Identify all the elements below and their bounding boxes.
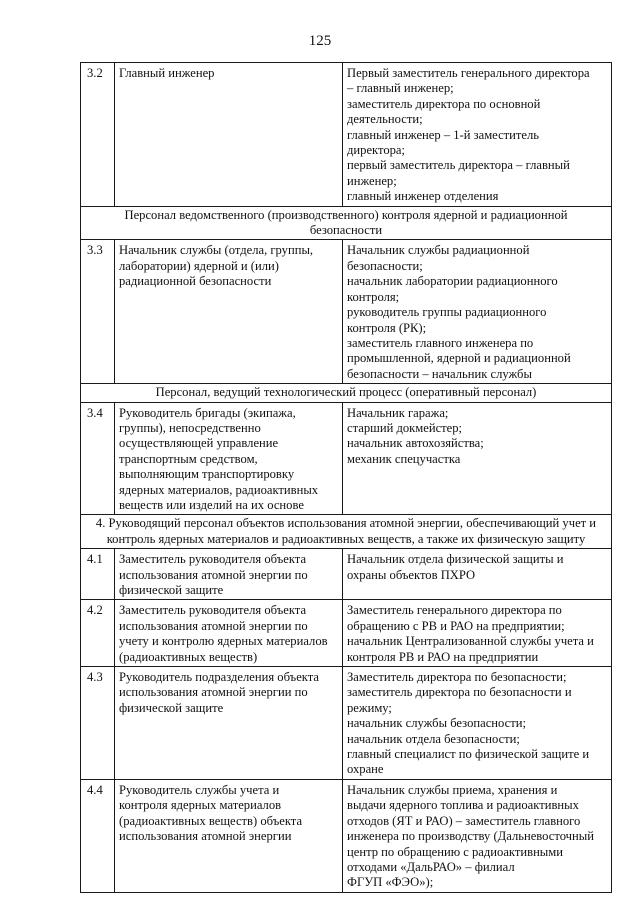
section-header bbox=[81, 384, 612, 402]
section-header-row bbox=[81, 515, 612, 549]
equivalent-position-line: начальник Централизованной службы учета и bbox=[347, 634, 594, 649]
equivalent-position-line: выдачи ядерного топлива и радиоактивных bbox=[347, 798, 579, 813]
section-header-row bbox=[81, 206, 612, 240]
section-header bbox=[81, 515, 612, 549]
position-line: веществ или изделий на их основе bbox=[119, 497, 304, 512]
section-header-line: контроль ядерных материалов и радиоактивных веществ, а также их физическую защиту bbox=[106, 531, 586, 546]
table-row bbox=[81, 549, 612, 600]
equivalent-positions-cell bbox=[343, 402, 612, 515]
position-line: Руководитель службы учета и bbox=[119, 782, 280, 797]
equivalent-position-line: заместитель директора по основной bbox=[347, 96, 541, 111]
equivalent-position-line: начальник лаборатории радиационного bbox=[347, 274, 558, 289]
equivalent-positions-cell bbox=[343, 549, 612, 600]
equivalent-position-line: главный инженер – 1-й заместитель bbox=[347, 127, 540, 142]
position-line: транспортным средством, bbox=[119, 451, 258, 466]
position-line: осуществляющей управление bbox=[119, 436, 279, 451]
equivalent-position-line: инженер; bbox=[347, 173, 397, 188]
table-row bbox=[81, 779, 612, 892]
position-line: группы), непосредственно bbox=[119, 420, 261, 435]
position-cell bbox=[115, 600, 343, 667]
equivalent-positions-cell bbox=[343, 63, 612, 207]
equivalent-position-line: Первый заместитель генерального директора bbox=[347, 66, 590, 80]
item-number: 3.2 bbox=[81, 63, 115, 207]
equivalent-position-line: Заместитель директора по безопасности; bbox=[347, 670, 567, 685]
position-line: физической защите bbox=[119, 700, 224, 715]
position-line: физической защите bbox=[119, 583, 224, 597]
position-line: ядерных материалов, радиоактивных bbox=[119, 482, 319, 497]
table-row bbox=[81, 667, 612, 780]
position-line: выполняющим транспортировку bbox=[119, 467, 295, 482]
position-line: использования атомной энергии bbox=[119, 829, 292, 844]
position-line: Заместитель руководителя объекта bbox=[119, 552, 307, 567]
equivalent-position-line: контроля (РК); bbox=[347, 320, 427, 335]
section-header-line: безопасности bbox=[309, 223, 383, 238]
section-header-row bbox=[81, 384, 612, 402]
position-line: использования атомной энергии по bbox=[119, 685, 308, 700]
equivalent-positions-cell bbox=[343, 240, 612, 384]
item-number: 4.4 bbox=[81, 779, 115, 892]
position-line: Заместитель руководителя объекта bbox=[119, 603, 307, 618]
position-line: контроля ядерных материалов bbox=[119, 798, 282, 813]
equivalent-position-line: охране bbox=[347, 762, 384, 777]
equivalent-position-line: деятельности; bbox=[347, 112, 423, 127]
item-number: 4.2 bbox=[81, 600, 115, 667]
position-cell bbox=[115, 402, 343, 515]
equivalent-position-line: главный инженер отделения bbox=[347, 189, 499, 204]
position-line: использования атомной энергии по bbox=[119, 618, 308, 633]
equivalent-position-line: директора; bbox=[347, 143, 406, 158]
equivalent-position-line: начальник автохозяйства; bbox=[347, 436, 484, 451]
page-number: 125 bbox=[308, 33, 332, 49]
equivalent-position-line: отходов (ЯТ и РАО) – заместитель главного bbox=[347, 813, 581, 828]
equivalent-position-line: механик спецучастка bbox=[347, 451, 461, 466]
equivalent-position-line: инженера по производству (Дальневосточный bbox=[347, 829, 594, 844]
equivalent-position-line: режиму; bbox=[347, 700, 392, 715]
equivalent-position-line: главный специалист по физической защите и bbox=[347, 747, 590, 762]
position-line: Начальник службы (отдела, группы, bbox=[119, 243, 314, 258]
equivalent-position-line: заместитель директора по безопасности и bbox=[347, 685, 572, 700]
equivalent-position-line: Начальник гаража; bbox=[347, 405, 449, 420]
equivalent-position-line: первый заместитель директора – главный bbox=[347, 158, 570, 173]
table-row bbox=[81, 63, 612, 207]
equivalent-position-line: обращению с РВ и РАО на предприятии; bbox=[347, 618, 565, 633]
equivalent-positions-cell bbox=[343, 779, 612, 892]
equivalent-position-line: Заместитель генерального директора по bbox=[347, 603, 562, 618]
item-number: 3.3 bbox=[81, 240, 115, 384]
equivalent-position-line: отходами «ДальРАО» – филиал bbox=[347, 859, 515, 874]
equivalent-position-line: начальник службы безопасности; bbox=[347, 716, 526, 731]
equivalent-position-line: начальник отдела безопасности; bbox=[347, 731, 520, 746]
positions-table bbox=[80, 62, 612, 893]
position-line: использования атомной энергии по bbox=[119, 567, 308, 582]
table-row bbox=[81, 240, 612, 384]
equivalent-position-line: Начальник отдела физической защиты и bbox=[347, 552, 564, 567]
equivalent-position-line: контроля; bbox=[347, 289, 400, 304]
position-cell bbox=[115, 63, 343, 207]
equivalent-position-line: – главный инженер; bbox=[347, 81, 454, 96]
equivalent-position-line: безопасности – начальник службы bbox=[347, 366, 532, 381]
section-header-line: Персонал ведомственного (производственного) контроля ядерной и радиационной bbox=[124, 207, 568, 222]
equivalent-position-line: центр по обращению с радиоактивными bbox=[347, 844, 563, 859]
position-cell bbox=[115, 667, 343, 780]
equivalent-position-line: заместитель главного инженера по bbox=[347, 335, 534, 350]
position-line: Руководитель бригады (экипажа, bbox=[119, 405, 296, 420]
equivalent-position-line: безопасности; bbox=[347, 258, 423, 273]
equivalent-positions-cell bbox=[343, 600, 612, 667]
position-line: Главный инженер bbox=[119, 66, 215, 80]
table-row bbox=[81, 600, 612, 667]
item-number: 4.1 bbox=[81, 549, 115, 600]
section-header-line: Персонал, ведущий технологический процесс (оперативный персонал) bbox=[155, 385, 537, 400]
equivalent-position-line: Начальник службы радиационной bbox=[347, 243, 530, 258]
equivalent-position-line: руководитель группы радиационного bbox=[347, 305, 547, 320]
table-row bbox=[81, 402, 612, 515]
equivalent-position-line: ФГУП «ФЭО»); bbox=[347, 875, 434, 890]
position-line: радиационной безопасности bbox=[119, 274, 272, 289]
equivalent-position-line: Начальник службы приема, хранения и bbox=[347, 782, 558, 797]
equivalent-positions-cell bbox=[343, 667, 612, 780]
position-cell bbox=[115, 240, 343, 384]
equivalent-position-line: контроля РВ и РАО на предприятии bbox=[347, 649, 539, 664]
position-line: лаборатории) ядерной и (или) bbox=[119, 258, 279, 273]
position-line: (радиоактивных веществ) bbox=[119, 649, 258, 664]
section-header-line: 4. Руководящий персонал объектов использования атомной энергии, обеспечивающий учет и bbox=[95, 516, 597, 531]
section-header bbox=[81, 206, 612, 240]
position-cell bbox=[115, 779, 343, 892]
item-number: 4.3 bbox=[81, 667, 115, 780]
position-cell bbox=[115, 549, 343, 600]
item-number: 3.4 bbox=[81, 402, 115, 515]
position-line: (радиоактивных веществ) объекта bbox=[119, 813, 303, 828]
equivalent-position-line: промышленной, ядерной и радиационной bbox=[347, 351, 571, 366]
position-line: учету и контролю ядерных материалов bbox=[119, 634, 328, 649]
equivalent-position-line: охраны объектов ПХРО bbox=[347, 567, 476, 582]
equivalent-position-line: старший докмейстер; bbox=[347, 420, 463, 435]
position-line: Руководитель подразделения объекта bbox=[119, 670, 319, 685]
